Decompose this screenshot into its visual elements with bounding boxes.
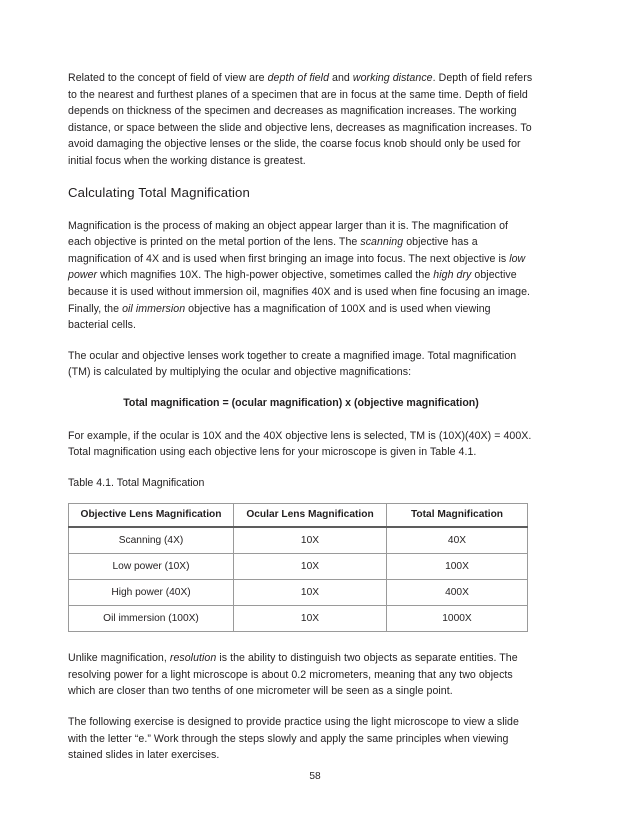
paragraph-field-of-view <box>68 70 534 170</box>
text-segment: objective has a magnification of 100X and is used when viewing bacterial cells. <box>68 302 491 332</box>
table-cell: 10X <box>234 554 387 580</box>
table-cell: 400X <box>387 580 528 606</box>
table-cell: Low power (10X) <box>69 554 234 580</box>
table-header-cell: Total Magnification <box>387 504 528 528</box>
emphasis-low-power: low power <box>68 252 526 282</box>
total-magnification-table <box>68 503 528 632</box>
emphasis-depth-of-field: depth of field <box>267 72 330 84</box>
table-cell: Oil immersion (100X) <box>69 606 234 632</box>
table-cell: 40X <box>387 527 528 554</box>
text-segment: is the ability to distinguish two objects as separate entities. The resolving power for a light microscope is about 0.2 micrometers, meaning that any two objects which are closer than two tenths of one micrometer will be seen as a single point. <box>68 652 518 698</box>
table-row <box>69 554 528 580</box>
table-row <box>69 606 528 632</box>
table-cell: 10X <box>234 527 387 554</box>
emphasis-resolution: resolution <box>169 652 217 665</box>
table-header-cell: Objective Lens Magnification <box>69 504 234 528</box>
table-cell: 10X <box>234 606 387 632</box>
paragraph-exercise-intro: The following exercise is designed to provide practice using the light microscope to view a slide with the letter “e.” Work through the steps slowly and apply the same principles when viewing stained slides in later exercises. <box>68 716 519 762</box>
text-segment: Magnification is the process of making an object appear larger than it is. The magnification of each objective is printed on the metal portion of the lens. The <box>68 219 509 249</box>
text-segment: Unlike magnification, <box>68 652 170 665</box>
text-segment: objective has a magnification of 4X and is used when first bringing an image into focus. The next objective is <box>68 236 510 265</box>
table-cell: 1000X <box>387 606 528 632</box>
paragraph-magnification-objectives <box>68 218 534 334</box>
table-cell: Scanning (4X) <box>69 527 234 554</box>
emphasis-high-dry: high dry <box>433 269 472 282</box>
emphasis-working-distance: working distance <box>352 72 433 84</box>
paragraph-example-calculation: For example, if the ocular is 10X and the 40X objective lens is selected, TM is (10X)(40X) = 400X. Total magnification using each objective lens for your microscope is given in Table 4.1. <box>68 429 532 459</box>
emphasis-scanning: scanning <box>360 236 404 249</box>
table-cell: 100X <box>387 554 528 580</box>
table-cell: 10X <box>234 580 387 606</box>
paragraph-total-magnification-intro: The ocular and objective lenses work together to create a magnified image. Total magnification (TM) is calculated by multiplying the ocular and objective magnifications: <box>68 349 517 379</box>
page-number: 58 <box>309 771 321 782</box>
text-segment: objective because it is used without immersion oil, magnifies 40X and is used when fine focusing an image. Finally, the <box>68 269 531 315</box>
table-header-row <box>69 504 528 528</box>
table-row <box>69 580 528 606</box>
text-segment: which magnifies 10X. The high-power objective, sometimes called the <box>97 269 434 282</box>
page-content <box>68 70 534 778</box>
table-cell: High power (40X) <box>69 580 234 606</box>
section-heading: Calculating Total Magnification <box>68 184 250 200</box>
table-header-cell: Ocular Lens Magnification <box>234 504 387 528</box>
text-segment: and <box>329 72 353 84</box>
table-caption: Table 4.1. Total Magnification <box>68 476 205 489</box>
paragraph-resolution <box>68 650 534 700</box>
table-row <box>69 527 528 554</box>
text-segment: . Depth of field refers to the nearest and furthest planes of a specimen that are in focus at the same time. Depth of field depends on thickness of the specimen and decreases as magnification increases. The working distance, or space between the slide and objective lens, decreases as magnification increases. To avoid damaging the objective lenses or the slide, the coarse focus knob should only be used for initial focus when the working distance is greatest. <box>68 72 533 167</box>
text-segment: Related to the concept of field of view are <box>68 72 268 84</box>
emphasis-oil-immersion: oil immersion <box>122 302 186 315</box>
formula-total-magnification: Total magnification = (ocular magnification) x (objective magnification) <box>123 396 479 409</box>
